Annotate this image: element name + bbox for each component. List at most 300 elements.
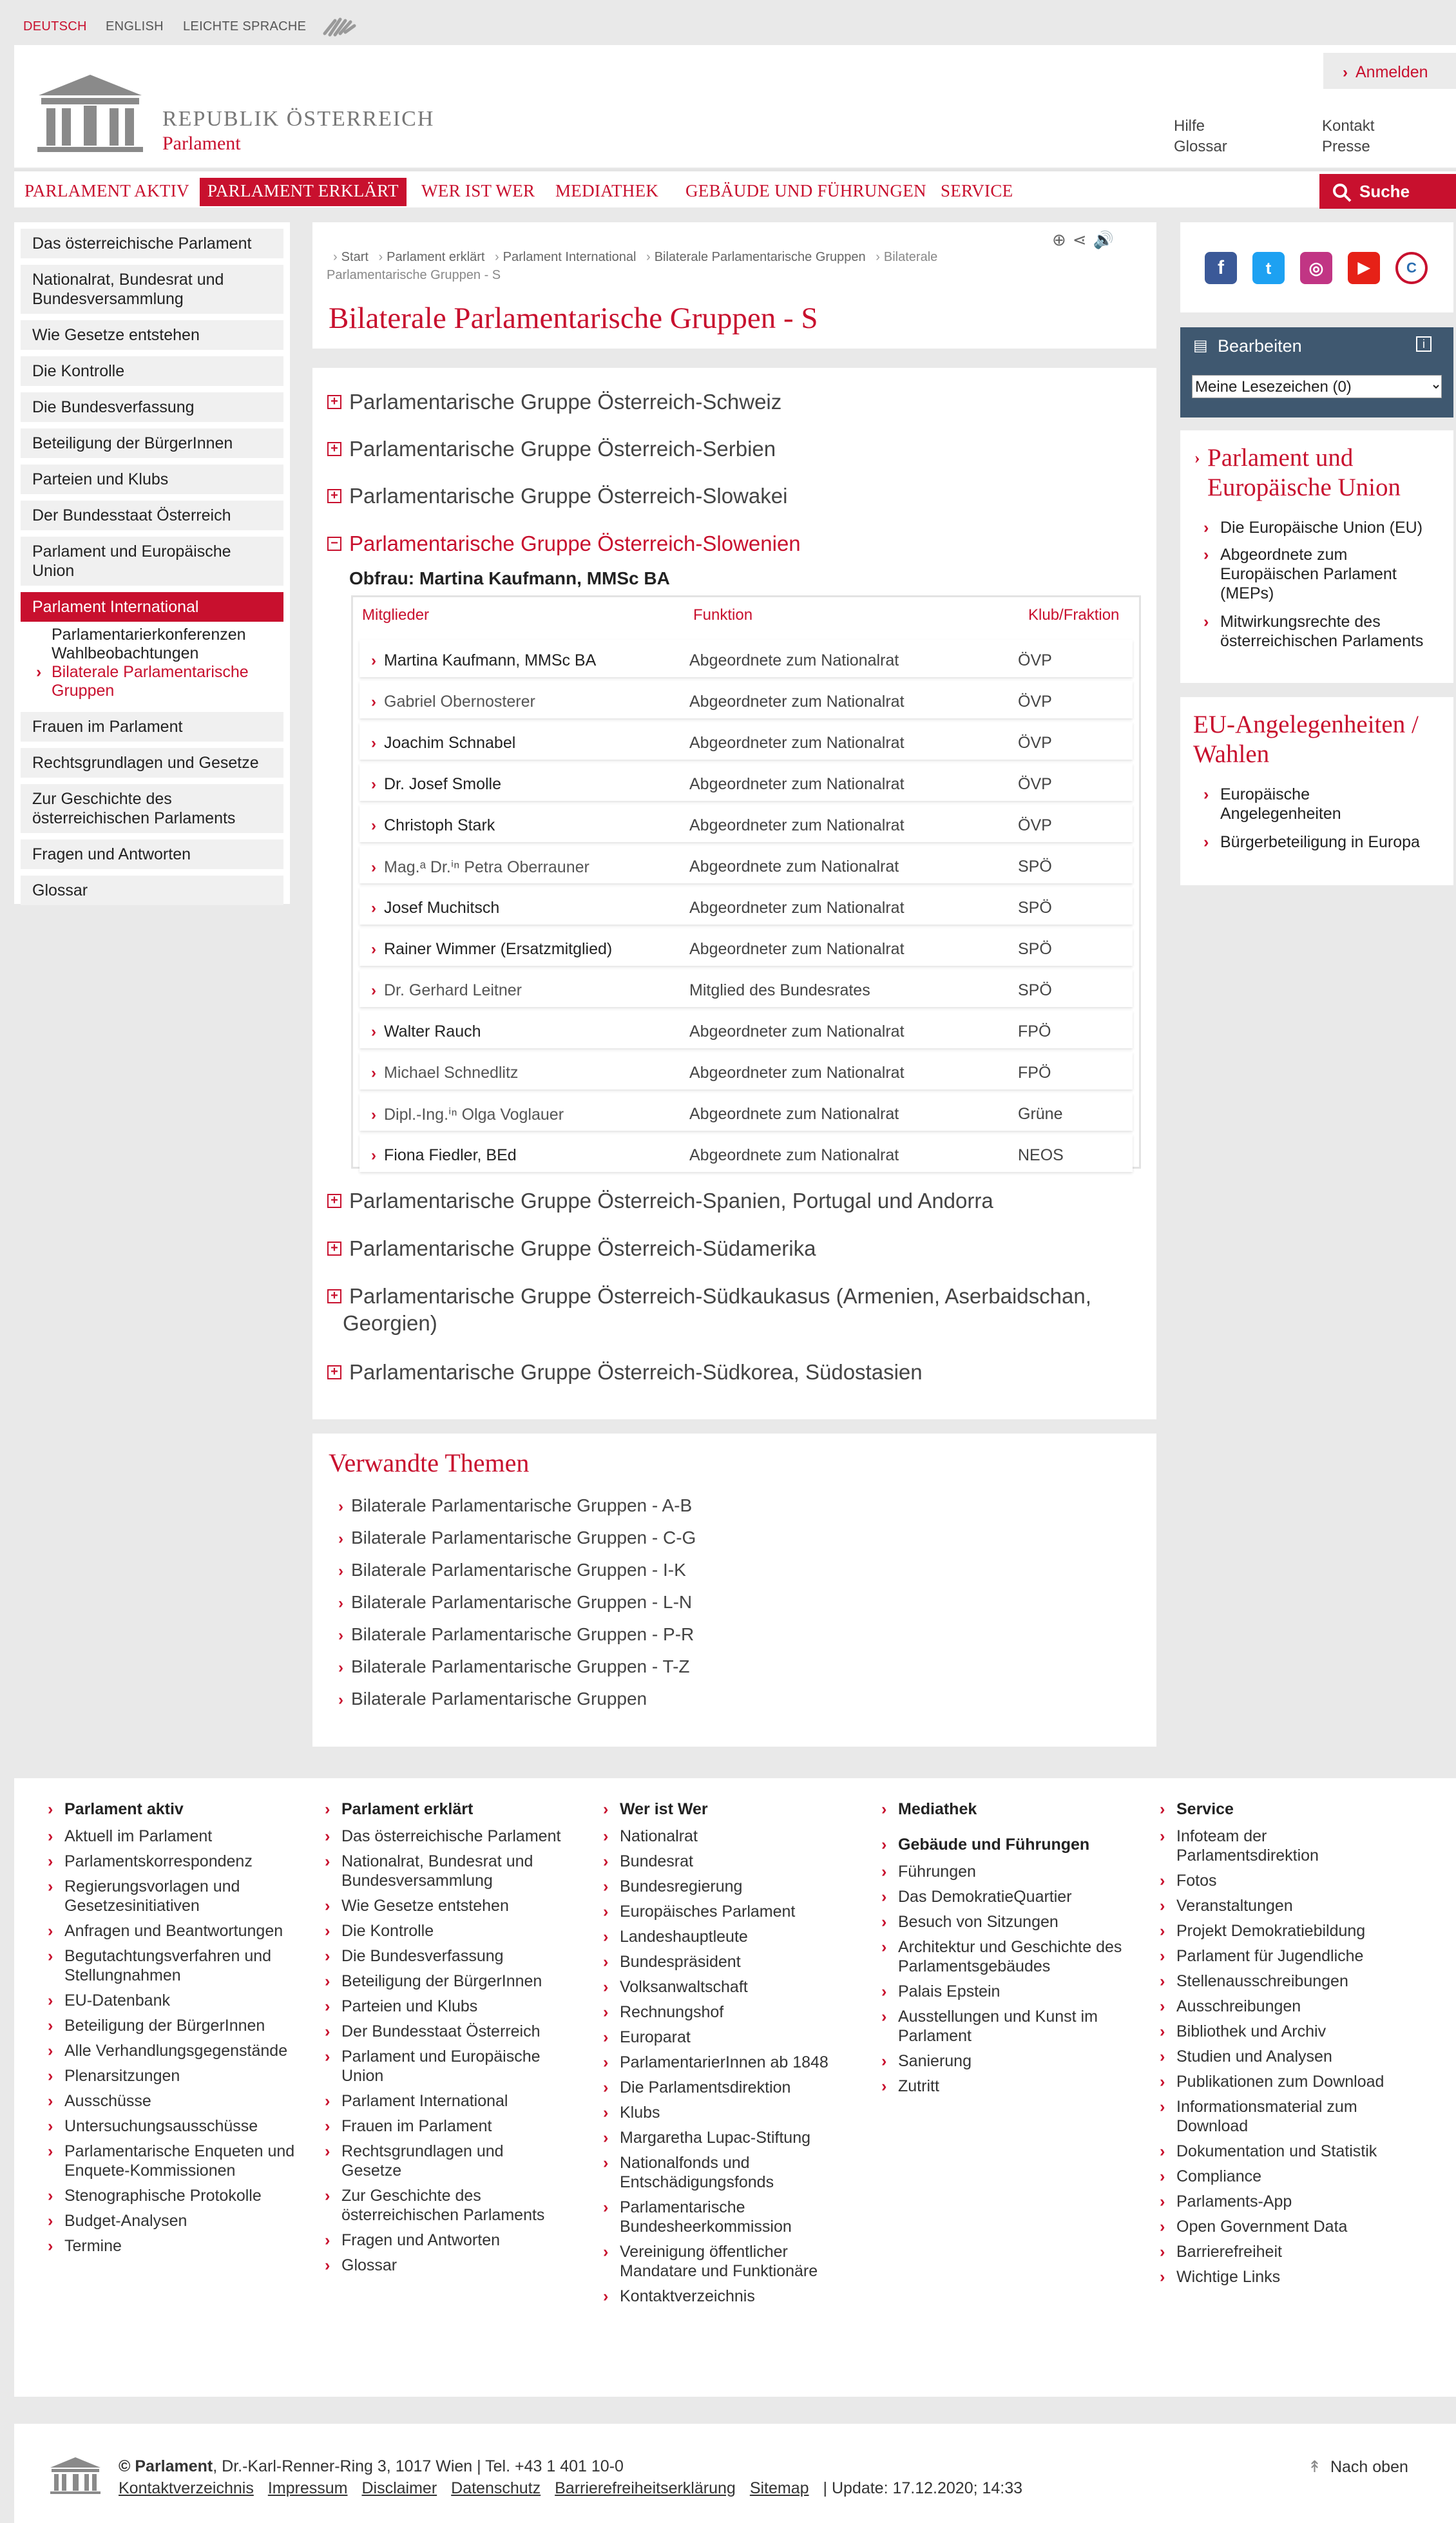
copyright-org: © Parlament xyxy=(119,2457,213,2475)
eu-box-link-eu[interactable]: › Die Europäische Union (EU) xyxy=(1220,518,1422,537)
footer-link[interactable]: › Die Bundesverfassung xyxy=(325,1946,563,1966)
related-link-c-g[interactable]: › Bilaterale Parlamentarische Gruppen - C-G xyxy=(338,1528,696,1548)
page-title: Bilaterale Parlamentarische Gruppen - S xyxy=(329,302,818,335)
footer-link[interactable]: › Anfragen und Beantwortungen xyxy=(48,1921,305,1941)
table-row xyxy=(359,928,1133,966)
main-navigation xyxy=(14,169,1456,207)
member-club: Grüne xyxy=(1018,1105,1063,1123)
sidebar-item-gesetze[interactable]: Wie Gesetze entstehen xyxy=(21,320,283,350)
sidebar-item-glossar[interactable]: Glossar xyxy=(21,876,283,905)
related-label: Bilaterale Parlamentarische Gruppen - P-R xyxy=(351,1624,694,1644)
footer-link[interactable]: › Parlamentskorrespondenz xyxy=(48,1852,305,1871)
sidebar-sub-bilaterale[interactable]: › Bilaterale Parlamentarische Gruppen xyxy=(21,663,283,700)
member-club: FPÖ xyxy=(1018,1022,1051,1041)
title-panel xyxy=(312,222,1156,349)
accordion-item-slowenien[interactable] xyxy=(330,530,1142,557)
nav-gebaeude-fuehrungen[interactable]: GEBÄUDE UND FÜHRUNGEN xyxy=(685,181,926,200)
footer-link[interactable]: › Führungen xyxy=(881,1862,1126,1881)
group-chair: Obfrau: Martina Kaufmann, MMSc BA xyxy=(349,568,670,588)
member-name-link[interactable] xyxy=(371,1105,564,1124)
footer-link[interactable]: › Nationalfonds und Entschädigungsfonds xyxy=(603,2153,829,2192)
footer-link[interactable]: › Rechnungshof xyxy=(603,2002,829,2022)
footer-link[interactable]: › Plenarsitzungen xyxy=(48,2066,305,2086)
member-name: Dr. Josef Smolle xyxy=(384,775,502,793)
member-function: Abgeordneter zum Nationalrat xyxy=(689,775,905,793)
youtube-icon[interactable]: ▶ xyxy=(1348,252,1380,284)
chevron-right-icon: › xyxy=(371,941,376,958)
footer-col-wer-ist-wer xyxy=(603,1800,829,2312)
login-label: Anmelden xyxy=(1355,63,1428,81)
footer-link[interactable]: › Nationalrat, Bundesrat und Bundesversammlung xyxy=(325,1852,563,1890)
related-link-l-n[interactable]: › Bilaterale Parlamentarische Gruppen - L-N xyxy=(338,1592,693,1612)
member-name: Walter Rauch xyxy=(384,1022,481,1041)
footer-link[interactable]: › Begutachtungsverfahren und Stellungnahmen xyxy=(48,1946,305,1985)
nav-wer-ist-wer[interactable]: WER IST WER xyxy=(421,181,535,200)
footer-link[interactable]: › Zur Geschichte des österreichischen Parlaments xyxy=(325,2186,563,2225)
footer-link[interactable]: › Stellenausschreibungen xyxy=(1160,1971,1404,1991)
member-name-link[interactable] xyxy=(371,651,596,670)
footer-link[interactable]: › Das DemokratieQuartier xyxy=(881,1887,1126,1906)
bookmark-icon: ▤ xyxy=(1193,337,1208,354)
sidebar-item-beteiligung[interactable]: Beteiligung der BürgerInnen xyxy=(21,428,283,458)
nav-service[interactable]: SERVICE xyxy=(941,181,1013,200)
member-name: Fiona Fiedler, BEd xyxy=(384,1146,517,1164)
nav-parlament-erklaert[interactable]: PARLAMENT ERKLÄRT xyxy=(200,178,407,206)
footer-link[interactable]: › Fragen und Antworten xyxy=(325,2230,563,2250)
footer-link[interactable]: › Aktuell im Parlament xyxy=(48,1827,305,1846)
member-name: Dr. Gerhard Leitner xyxy=(384,981,522,999)
related-title: Verwandte Themen xyxy=(329,1448,530,1477)
accordion-item-spanien[interactable] xyxy=(330,1187,1142,1214)
table-row xyxy=(359,1093,1133,1131)
chevron-right-icon: › xyxy=(371,1147,376,1164)
search-icon xyxy=(1332,183,1352,202)
footer-link[interactable]: › Europarat xyxy=(603,2028,829,2047)
member-club: ÖVP xyxy=(1018,651,1052,669)
member-name-link[interactable] xyxy=(371,858,589,877)
link-kontaktverzeichnis[interactable]: Kontaktverzeichnis xyxy=(119,2479,254,2497)
footer-link[interactable]: › Termine xyxy=(48,2236,305,2256)
footer-link[interactable]: › Veranstaltungen xyxy=(1160,1896,1404,1915)
related-link-all[interactable]: › Bilaterale Parlamentarische Gruppen xyxy=(338,1689,647,1709)
read-aloud-icon[interactable]: 🔊 xyxy=(1093,230,1120,249)
chevron-right-icon: › xyxy=(371,1064,376,1082)
group-accordion xyxy=(312,368,1156,1419)
member-club: ÖVP xyxy=(1018,734,1052,752)
accordion-title: Parlamentarische Gruppe Österreich-Südkorea, Südostasien xyxy=(349,1360,923,1384)
related-label: Bilaterale Parlamentarische Gruppen - I-K xyxy=(351,1560,686,1580)
footer-heading[interactable]: › Wer ist Wer xyxy=(603,1800,829,1819)
footer-col-parlament-aktiv xyxy=(48,1800,305,2261)
member-name: Michael Schnedlitz xyxy=(384,1064,519,1082)
member-club: ÖVP xyxy=(1018,775,1052,793)
member-name: Rainer Wimmer (Ersatzmitglied) xyxy=(384,940,613,958)
footer-col-parlament-erklaert xyxy=(325,1800,563,2281)
footer-link[interactable]: › Die Parlamentsdirektion xyxy=(603,2078,829,2097)
sidebar-sub-wahlbeobachtungen[interactable]: Wahlbeobachtungen xyxy=(52,644,199,662)
table-row xyxy=(359,1135,1133,1172)
table-row xyxy=(359,1052,1133,1089)
sidebar-item-verfassung[interactable]: Die Bundesverfassung xyxy=(21,392,283,422)
chevron-right-icon: › xyxy=(371,982,376,999)
member-function: Abgeordneter zum Nationalrat xyxy=(689,940,905,958)
accordion-title: Parlamentarische Gruppe Österreich-Schweiz xyxy=(349,390,782,414)
back-to-top-link[interactable] xyxy=(1308,2457,1408,2477)
accordion-title: Parlamentarische Gruppe Österreich-Serbien xyxy=(349,437,776,461)
sidebar xyxy=(14,222,290,904)
collapse-icon: − xyxy=(327,537,341,551)
member-club: NEOS xyxy=(1018,1146,1064,1164)
footer-link[interactable]: › Kontaktverzeichnis xyxy=(603,2287,829,2306)
chevron-right-icon: › xyxy=(371,734,376,752)
member-name: Christoph Stark xyxy=(384,816,495,834)
footer-link[interactable]: › Studien und Analysen xyxy=(1160,2047,1404,2066)
member-name: Mag.ᵃ Dr.ⁱⁿ Petra Oberrauner xyxy=(384,858,589,876)
accordion-title: Parlamentarische Gruppe Österreich-Slowenien xyxy=(349,532,801,555)
lang-leichte-sprache[interactable]: LEICHTE SPRACHE xyxy=(183,19,307,34)
footer-link[interactable]: › Sanierung xyxy=(881,2051,1126,2071)
table-row xyxy=(359,681,1133,718)
footer-link[interactable]: › Nationalrat xyxy=(603,1827,829,1846)
member-name-link[interactable] xyxy=(371,1146,517,1165)
column-header-function: Funktion xyxy=(693,606,753,624)
breadcrumb: › Start › Parlament erklärt › Parlament International › Bilaterale Parlamentarische Gruppen › Bilaterale Parlamentarische Gruppen - S xyxy=(327,250,938,282)
footer-col-service xyxy=(1160,1800,1404,2292)
accordion-title: Parlamentarische Gruppe Österreich-Slowakei xyxy=(349,484,788,508)
search-label: Suche xyxy=(1359,182,1410,201)
update-info: | Update: 17.12.2020; 14:33 xyxy=(823,2479,1023,2497)
link-impressum[interactable]: Impressum xyxy=(267,2479,348,2497)
expand-icon: + xyxy=(327,395,341,409)
footer-heading[interactable]: › Gebäude und Führungen xyxy=(881,1836,1126,1854)
member-club: SPÖ xyxy=(1018,899,1052,917)
footer-link[interactable]: › Beteiligung der BürgerInnen xyxy=(48,2016,305,2035)
table-row xyxy=(359,763,1133,801)
table-row xyxy=(359,846,1133,883)
footer-link[interactable]: › Publikationen zum Download xyxy=(1160,2072,1404,2091)
chevron-right-icon: › xyxy=(371,652,376,669)
member-club: ÖVP xyxy=(1018,693,1052,711)
members-table xyxy=(351,595,1141,1169)
member-name: Gabriel Obernosterer xyxy=(384,693,535,711)
member-club: SPÖ xyxy=(1018,981,1052,999)
lang-deutsch[interactable]: DEUTSCH xyxy=(23,19,87,34)
sidebar-item-parlament[interactable]: Das österreichische Parlament xyxy=(21,229,283,258)
logo-title: REPUBLIK ÖSTERREICH xyxy=(162,107,435,131)
related-topics xyxy=(312,1434,1156,1747)
sidebar-item-nationalrat[interactable]: Nationalrat, Bundesrat und Bundesversammlung xyxy=(21,265,283,314)
member-club: SPÖ xyxy=(1018,940,1052,958)
bookmark-select[interactable] xyxy=(1192,375,1442,398)
column-header-club: Klub/Fraktion xyxy=(1028,606,1120,624)
expand-icon: + xyxy=(327,1365,341,1379)
sidebar-item-bundesstaat[interactable]: Der Bundesstaat Österreich xyxy=(21,501,283,530)
sidebar-item-parteien[interactable]: Parteien und Klubs xyxy=(21,465,283,494)
footer-link[interactable]: › Landeshauptleute xyxy=(603,1927,829,1946)
eu-box xyxy=(1180,430,1453,683)
footer-link[interactable]: › Der Bundesstaat Österreich xyxy=(325,2022,563,2041)
eu-box-link-mitwirkung[interactable]: › Mitwirkungsrechte des österreichischen Parlaments xyxy=(1220,612,1439,651)
footer-link[interactable]: › Die Kontrolle xyxy=(325,1921,563,1941)
footer-link[interactable]: › Beteiligung der BürgerInnen xyxy=(325,1971,563,1991)
member-function: Abgeordnete zum Nationalrat xyxy=(689,1146,899,1164)
legal-links xyxy=(119,2479,1022,2498)
parliament-small-logo-icon xyxy=(48,2456,103,2499)
footer-link[interactable]: › Besuch von Sitzungen xyxy=(881,1912,1126,1932)
footer-sitemap xyxy=(14,1778,1456,2397)
footer-link[interactable]: › Regierungsvorlagen und Gesetzesinitiativen xyxy=(48,1877,305,1915)
eu-affairs-title: EU-Angelegenheiten / Wahlen xyxy=(1193,711,1419,768)
parlament-app-icon[interactable]: C xyxy=(1395,252,1428,284)
arrow-up-icon: ↟ xyxy=(1308,2458,1321,2476)
member-club: ÖVP xyxy=(1018,816,1052,834)
member-function: Abgeordneter zum Nationalrat xyxy=(689,1064,905,1082)
social-links xyxy=(1180,222,1453,312)
eu-affairs-box xyxy=(1180,697,1453,885)
footer-link[interactable]: › Alle Verhandlungsgegenstände xyxy=(48,2041,305,2060)
footer-link[interactable]: › Fotos xyxy=(1160,1871,1404,1890)
glossary-link[interactable]: Glossar xyxy=(1174,138,1227,155)
footer-link[interactable]: › Margaretha Lupac-Stiftung xyxy=(603,2128,829,2147)
footer-link[interactable]: › Bundesrat xyxy=(603,1852,829,1871)
footer-link[interactable]: › Parteien und Klubs xyxy=(325,1997,563,2016)
login-button[interactable]: › Anmelden xyxy=(1323,53,1456,89)
sidebar-item-rechtsgrundlagen[interactable]: Rechtsgrundlagen und Gesetze xyxy=(21,748,283,778)
member-function: Abgeordneter zum Nationalrat xyxy=(689,816,905,834)
accordion-item-serbien[interactable] xyxy=(330,436,1142,463)
footer-link[interactable]: › Parlamentarische Enqueten und Enquete-Kommissionen xyxy=(48,2142,305,2180)
breadcrumb-bilaterale[interactable]: Bilaterale Parlamentarische Gruppen xyxy=(654,250,866,264)
member-name-link[interactable] xyxy=(371,693,535,711)
footer-link[interactable]: › Compliance xyxy=(1160,2167,1404,2186)
footer-link[interactable]: › Infoteam der Parlamentsdirektion xyxy=(1160,1827,1404,1865)
member-name-link[interactable] xyxy=(371,1064,518,1082)
footer-link[interactable]: › ParlamentarierInnen ab 1848 xyxy=(603,2053,829,2072)
breadcrumb-current: Bilaterale Parlamentarische Gruppen - S xyxy=(327,250,938,282)
press-link[interactable]: Presse xyxy=(1322,138,1370,155)
accordion-item-schweiz[interactable] xyxy=(330,389,1142,416)
back-to-top-label: Nach oben xyxy=(1330,2458,1408,2476)
chevron-right-icon: › xyxy=(371,1023,376,1041)
table-row xyxy=(359,805,1133,842)
member-name: Josef Muchitsch xyxy=(384,899,500,917)
lang-english[interactable]: ENGLISH xyxy=(106,19,164,34)
member-club: SPÖ xyxy=(1018,858,1052,876)
share-icon[interactable]: ⋖ xyxy=(1072,230,1093,249)
chevron-right-icon: › xyxy=(371,899,376,917)
related-label: Bilaterale Parlamentarische Gruppen xyxy=(351,1689,647,1709)
footer-link[interactable]: › Palais Epstein xyxy=(881,1982,1126,2001)
expand-icon: + xyxy=(327,1194,341,1208)
member-name-link[interactable] xyxy=(371,1022,481,1041)
contact-link[interactable]: Kontakt xyxy=(1322,117,1375,135)
footer-link[interactable]: › Parlamentarische Bundesheerkommission xyxy=(603,2198,829,2236)
language-bar xyxy=(0,0,1456,45)
sidebar-item-eu[interactable]: Parlament und Europäische Union xyxy=(21,537,283,586)
footer-link[interactable]: › Das österreichische Parlament xyxy=(325,1827,563,1846)
footer-heading[interactable]: › Service xyxy=(1160,1800,1404,1819)
sidebar-item-frauen[interactable]: Frauen im Parlament xyxy=(21,712,283,742)
related-label: Bilaterale Parlamentarische Gruppen - C-G xyxy=(351,1528,696,1548)
footer-link[interactable]: › Rechtsgrundlagen und Gesetze xyxy=(325,2142,563,2180)
member-name-link[interactable] xyxy=(371,775,501,794)
accordion-title: Parlamentarische Gruppe Österreich-Spanien, Portugal und Andorra xyxy=(349,1189,993,1213)
footer-heading[interactable]: › Parlament erklärt xyxy=(325,1800,563,1819)
help-link[interactable]: Hilfe xyxy=(1174,117,1205,135)
facebook-icon[interactable]: f xyxy=(1205,252,1237,284)
eu-box-title-text: Parlament und Europäische Union xyxy=(1207,444,1401,501)
link-datenschutz[interactable]: Datenschutz xyxy=(451,2479,541,2497)
eu-box-title[interactable]: › Parlament und Europäische Union xyxy=(1194,444,1401,501)
page-tools xyxy=(1052,230,1120,250)
footer-heading[interactable]: › Parlament aktiv xyxy=(48,1800,305,1819)
related-link-i-k[interactable]: › Bilaterale Parlamentarische Gruppen - I-K xyxy=(338,1560,686,1580)
footer-link[interactable]: › Bundesregierung xyxy=(603,1877,829,1896)
related-link-p-r[interactable]: › Bilaterale Parlamentarische Gruppen - P-R xyxy=(338,1624,694,1644)
footer-link[interactable]: › Budget-Analysen xyxy=(48,2211,305,2230)
accordion-item-slowakei[interactable] xyxy=(330,483,1142,510)
nav-mediathek[interactable]: MEDIATHEK xyxy=(555,181,659,200)
copyright xyxy=(119,2457,624,2476)
member-function: Mitglied des Bundesrates xyxy=(689,981,870,999)
logo-subtitle: Parlament xyxy=(162,133,241,154)
table-row xyxy=(359,722,1133,760)
footer-link[interactable]: › Klubs xyxy=(603,2103,829,2122)
footer-link[interactable]: › Glossar xyxy=(325,2256,563,2275)
accordion-item-suedkaukasus[interactable] xyxy=(330,1283,1135,1337)
member-club: FPÖ xyxy=(1018,1064,1051,1082)
footer-link[interactable]: › Architektur und Geschichte des Parlamentsgebäudes xyxy=(881,1937,1126,1976)
member-function: Abgeordnete zum Nationalrat xyxy=(689,858,899,876)
instagram-icon[interactable]: ◎ xyxy=(1300,252,1332,284)
table-row xyxy=(359,640,1133,677)
chevron-right-icon: › xyxy=(371,693,376,711)
link-sitemap[interactable]: Sitemap xyxy=(749,2479,809,2497)
related-label: Bilaterale Parlamentarische Gruppen - T-Z xyxy=(351,1656,690,1676)
sidebar-item-faq[interactable]: Fragen und Antworten xyxy=(21,839,283,869)
breadcrumb-international[interactable]: Parlament International xyxy=(503,250,637,264)
eu-affairs-link-angelegenheiten[interactable]: › Europäische Angelegenheiten xyxy=(1220,785,1413,823)
footer-heading[interactable]: › Mediathek xyxy=(881,1800,1126,1819)
address: , Dr.-Karl-Renner-Ring 3, 1017 Wien | Tel. +43 1 401 10-0 xyxy=(213,2457,624,2475)
footer-link[interactable]: › Frauen im Parlament xyxy=(325,2116,563,2136)
footer-link[interactable]: › Wie Gesetze entstehen xyxy=(325,1896,563,1915)
member-name: Dipl.-Ing.ⁱⁿ Olga Voglauer xyxy=(384,1106,564,1124)
member-name-link[interactable] xyxy=(371,981,522,1000)
footer-link[interactable]: › Europäisches Parlament xyxy=(603,1902,829,1921)
member-function: Abgeordnete zum Nationalrat xyxy=(689,1105,899,1123)
eu-box-link-meps[interactable]: › Abgeordnete zum Europäischen Parlament (MEPs) xyxy=(1220,545,1439,603)
footer-link[interactable]: › Ausstellungen und Kunst im Parlament xyxy=(881,2007,1126,2046)
footer-link[interactable]: › Wichtige Links xyxy=(1160,2267,1404,2287)
footer-link[interactable]: › Informationsmaterial zum Download xyxy=(1160,2097,1404,2136)
related-link-a-b[interactable]: › Bilaterale Parlamentarische Gruppen - A-B xyxy=(338,1495,693,1515)
member-name: Martina Kaufmann, MMSc BA xyxy=(384,651,597,669)
related-link-t-z[interactable]: › Bilaterale Parlamentarische Gruppen - T-Z xyxy=(338,1656,690,1676)
expand-icon: + xyxy=(327,489,341,503)
expand-icon: + xyxy=(327,442,341,456)
nav-parlament-aktiv[interactable]: PARLAMENT AKTIV xyxy=(24,181,189,200)
footer-link[interactable]: › Projekt Demokratiebildung xyxy=(1160,1921,1404,1941)
member-function: Abgeordneter zum Nationalrat xyxy=(689,734,905,752)
member-function: Abgeordneter zum Nationalrat xyxy=(689,1022,905,1041)
breadcrumb-parlament-erklaert[interactable]: Parlament erklärt xyxy=(387,250,485,264)
sidebar-sub-konferenzen[interactable]: Parlamentarierkonferenzen xyxy=(52,626,246,644)
footer-link[interactable]: › Zutritt xyxy=(881,2077,1126,2096)
member-name: Joachim Schnabel xyxy=(384,734,516,752)
footer-col-mediathek xyxy=(881,1800,1126,2102)
accordion-title: Parlamentarische Gruppe Österreich-Südamerika xyxy=(349,1236,816,1260)
chevron-right-icon: › xyxy=(371,817,376,834)
sign-language-icon[interactable] xyxy=(322,14,358,36)
table-row xyxy=(359,1011,1133,1048)
add-bookmark-icon[interactable]: ⊕ xyxy=(1052,230,1073,249)
twitter-icon[interactable]: t xyxy=(1252,252,1285,284)
breadcrumb-start[interactable]: Start xyxy=(341,250,369,264)
footer-link[interactable]: › Bundespräsident xyxy=(603,1952,829,1971)
accordion-item-suedkorea[interactable] xyxy=(330,1359,1142,1386)
member-name-link[interactable] xyxy=(371,816,495,835)
bottom-bar xyxy=(14,2424,1456,2523)
sidebar-item-geschichte[interactable]: Zur Geschichte des österreichischen Parlaments xyxy=(21,784,283,833)
accordion-title: Parlamentarische Gruppe Österreich-Südkaukasus (Armenien, Aserbaidschan, Georgien) xyxy=(343,1284,1091,1335)
chevron-right-icon: › xyxy=(371,1106,376,1124)
table-row xyxy=(359,970,1133,1007)
member-name-link[interactable] xyxy=(371,899,499,917)
parliament-logo-icon[interactable] xyxy=(32,71,148,155)
link-disclaimer[interactable]: Disclaimer xyxy=(361,2479,437,2497)
member-name-link[interactable] xyxy=(371,734,515,753)
member-name-link[interactable] xyxy=(371,940,612,959)
member-function: Abgeordneter zum Nationalrat xyxy=(689,899,905,917)
eu-affairs-link-buergerbeteiligung[interactable]: › Bürgerbeteiligung in Europa xyxy=(1220,832,1420,852)
footer-link[interactable]: › Stenographische Protokolle xyxy=(48,2186,305,2205)
related-label: Bilaterale Parlamentarische Gruppen - A-B xyxy=(351,1495,693,1515)
chevron-right-icon: › xyxy=(371,859,376,876)
link-barrierefreiheit[interactable]: Barrierefreiheitserklärung xyxy=(555,2479,736,2497)
search-button[interactable] xyxy=(1319,174,1456,209)
footer-link[interactable]: › Parlament für Jugendliche xyxy=(1160,1946,1404,1966)
accordion-item-suedamerika[interactable] xyxy=(330,1235,1142,1262)
member-function: Abgeordneter zum Nationalrat xyxy=(689,693,905,711)
footer-link[interactable]: › Parlaments-App xyxy=(1160,2192,1404,2211)
expand-icon: + xyxy=(327,1289,341,1303)
footer-link[interactable]: › Parlament International xyxy=(325,2091,563,2111)
footer-link[interactable]: › Dokumentation und Statistik xyxy=(1160,2142,1404,2161)
site-header xyxy=(14,45,1456,168)
footer-link[interactable]: › Untersuchungsausschüsse xyxy=(48,2116,305,2136)
footer-link[interactable]: › Barrierefreiheit xyxy=(1160,2242,1404,2261)
table-row xyxy=(359,887,1133,925)
info-icon[interactable]: i xyxy=(1416,336,1432,352)
footer-link[interactable]: › Open Government Data xyxy=(1160,2217,1404,2236)
footer-link[interactable]: › EU-Datenbank xyxy=(48,1991,305,2010)
sidebar-item-international[interactable]: Parlament International xyxy=(21,592,283,622)
sidebar-item-kontrolle[interactable]: Die Kontrolle xyxy=(21,356,283,386)
member-function: Abgeordnete zum Nationalrat xyxy=(689,651,899,669)
footer-link[interactable]: › Ausschüsse xyxy=(48,2091,305,2111)
footer-link[interactable]: › Bibliothek und Archiv xyxy=(1160,2022,1404,2041)
chevron-right-icon: › xyxy=(371,776,376,793)
related-label: Bilaterale Parlamentarische Gruppen - L-N xyxy=(351,1592,693,1612)
footer-link[interactable]: › Volksanwaltschaft xyxy=(603,1977,829,1997)
bookmark-panel xyxy=(1180,327,1453,417)
footer-link[interactable]: › Vereinigung öffentlicher Mandatare und Funktionäre xyxy=(603,2242,829,2281)
column-header-members: Mitglieder xyxy=(362,606,430,624)
footer-link[interactable]: › Ausschreibungen xyxy=(1160,1997,1404,2016)
footer-link[interactable]: › Parlament und Europäische Union xyxy=(325,2047,563,2086)
expand-icon: + xyxy=(327,1242,341,1256)
